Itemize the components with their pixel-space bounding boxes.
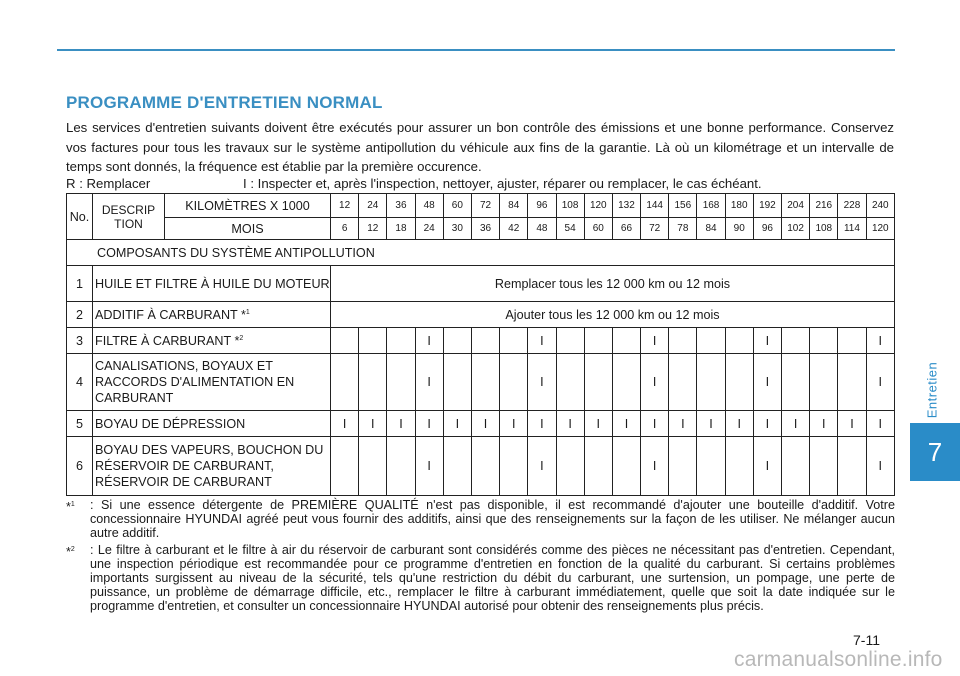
km-cell: 36 bbox=[387, 194, 415, 218]
row-description bbox=[93, 411, 331, 437]
km-cell: 120 bbox=[584, 194, 612, 218]
schedule-mark bbox=[782, 437, 810, 496]
no-header: No. bbox=[67, 194, 93, 240]
page-number: 7-11 bbox=[853, 632, 880, 648]
schedule-mark: I bbox=[584, 411, 612, 437]
schedule-mark bbox=[612, 328, 640, 354]
schedule-mark bbox=[443, 437, 471, 496]
schedule-mark: I bbox=[641, 354, 669, 411]
schedule-mark bbox=[725, 437, 753, 496]
schedule-mark: I bbox=[810, 411, 838, 437]
schedule-mark bbox=[500, 437, 528, 496]
footnote-marker: *$^2$ bbox=[66, 544, 75, 559]
schedule-mark bbox=[331, 328, 359, 354]
row-description bbox=[93, 266, 331, 302]
km-cell: 240 bbox=[866, 194, 894, 218]
schedule-mark bbox=[556, 354, 584, 411]
footnote bbox=[66, 498, 895, 541]
schedule-mark bbox=[359, 354, 387, 411]
top-rule bbox=[57, 49, 895, 51]
schedule-mark bbox=[782, 328, 810, 354]
row-description-text: FILTRE À CARBURANT * bbox=[95, 334, 240, 349]
schedule-mark bbox=[810, 354, 838, 411]
footnote-ref: 2 bbox=[239, 335, 244, 343]
row-number: 5 bbox=[67, 411, 93, 437]
month-cell: 6 bbox=[331, 218, 359, 240]
km-cell: 156 bbox=[669, 194, 697, 218]
month-cell: 102 bbox=[782, 218, 810, 240]
schedule-mark: I bbox=[443, 411, 471, 437]
schedule-mark: I bbox=[866, 411, 894, 437]
row-description-text: HUILE ET FILTRE À HUILE DU MOTEUR bbox=[95, 276, 330, 291]
footnote-text: : Le filtre à carburant et le filtre à air du réservoir de carburant sont considérés comme des pièces ne nécessitant pas d'entretien. Cependant, une inspection périodique est recommandée pour ce programme d'entretien en fonction de la qualité du carburant. Si certains problèmes importants surgissent au niveau de la sécurité, tels qu'une restriction du débit du carburant, une surtension, un pompage, une perte de puissance, un problème de démarrage difficile, etc., remplacer le filtre à carburant immédiatement, quelle que soit la date indiquée sur le programme d'entretien, et consulter un concessionnaire HYUNDAI autorisé pour obtenir des renseignements plus précis. bbox=[90, 542, 895, 614]
schedule-mark bbox=[697, 437, 725, 496]
section-row bbox=[67, 240, 895, 266]
km-cell: 228 bbox=[838, 194, 866, 218]
intro-paragraph: Les services d'entretien suivants doivent être exécutés pour assurer un bon contrôle des émissions et une bonne performance. Conservez vos factures pour tous les travaux sur le système antipollution du véhicule aux fins de la garantie. Là où un kilométrage et un intervalle de temps sont donnés, la fréquence est établie par la première occurence. bbox=[66, 120, 894, 175]
schedule-mark: I bbox=[612, 411, 640, 437]
schedule-mark bbox=[471, 328, 499, 354]
row-description bbox=[93, 437, 331, 496]
chapter-tab[interactable]: 7 bbox=[910, 423, 960, 481]
schedule-mark bbox=[697, 328, 725, 354]
schedule-mark bbox=[359, 437, 387, 496]
schedule-mark bbox=[359, 328, 387, 354]
table-row bbox=[67, 437, 895, 496]
schedule-mark bbox=[331, 437, 359, 496]
schedule-mark: I bbox=[528, 328, 556, 354]
schedule-mark bbox=[387, 354, 415, 411]
schedule-mark bbox=[556, 437, 584, 496]
month-cell: 120 bbox=[866, 218, 894, 240]
row-number: 6 bbox=[67, 437, 93, 496]
footnote-ref: 1 bbox=[245, 309, 250, 317]
footnote bbox=[66, 543, 895, 614]
month-cell: 24 bbox=[415, 218, 443, 240]
schedule-mark bbox=[331, 354, 359, 411]
schedule-mark bbox=[838, 437, 866, 496]
km-cell: 180 bbox=[725, 194, 753, 218]
schedule-mark: I bbox=[641, 411, 669, 437]
schedule-mark bbox=[556, 328, 584, 354]
month-cell: 84 bbox=[697, 218, 725, 240]
schedule-mark: I bbox=[331, 411, 359, 437]
row-description bbox=[93, 328, 331, 354]
row-description-text: BOYAU DE DÉPRESSION bbox=[95, 416, 246, 431]
table-row bbox=[67, 354, 895, 411]
schedule-mark: I bbox=[753, 328, 781, 354]
km-cell: 24 bbox=[359, 194, 387, 218]
schedule-mark: I bbox=[866, 354, 894, 411]
schedule-mark: I bbox=[359, 411, 387, 437]
schedule-mark bbox=[669, 354, 697, 411]
km-cell: 96 bbox=[528, 194, 556, 218]
schedule-mark bbox=[612, 354, 640, 411]
month-cell: 90 bbox=[725, 218, 753, 240]
month-cell: 66 bbox=[612, 218, 640, 240]
schedule-mark: I bbox=[782, 411, 810, 437]
schedule-mark bbox=[387, 328, 415, 354]
row-interval-text: Remplacer tous les 12 000 km ou 12 mois bbox=[331, 266, 895, 302]
month-cell: 78 bbox=[669, 218, 697, 240]
month-cell: 42 bbox=[500, 218, 528, 240]
legend bbox=[66, 176, 894, 191]
schedule-mark bbox=[584, 437, 612, 496]
schedule-mark: I bbox=[641, 437, 669, 496]
schedule-mark: I bbox=[697, 411, 725, 437]
km-cell: 12 bbox=[331, 194, 359, 218]
schedule-mark bbox=[838, 328, 866, 354]
schedule-mark: I bbox=[556, 411, 584, 437]
schedule-mark bbox=[810, 328, 838, 354]
schedule-mark: I bbox=[725, 411, 753, 437]
row-number: 3 bbox=[67, 328, 93, 354]
km-cell: 72 bbox=[471, 194, 499, 218]
row-description-text: CANALISATIONS, BOYAUX ET RACCORDS D'ALIMENTATION EN CARBURANT bbox=[95, 359, 295, 405]
schedule-mark bbox=[500, 328, 528, 354]
schedule-mark: I bbox=[641, 328, 669, 354]
schedule-mark bbox=[584, 354, 612, 411]
schedule-mark: I bbox=[866, 437, 894, 496]
schedule-mark bbox=[471, 354, 499, 411]
km-cell: 204 bbox=[782, 194, 810, 218]
watermark: carmanualsonline.info bbox=[734, 648, 943, 671]
description-header: DESCRIP TION bbox=[93, 194, 165, 240]
month-cell: 30 bbox=[443, 218, 471, 240]
schedule-mark: I bbox=[838, 411, 866, 437]
schedule-mark bbox=[782, 354, 810, 411]
km-cell: 216 bbox=[810, 194, 838, 218]
chapter-label: Entretien bbox=[924, 361, 940, 419]
km-header: KILOMÈTRES X 1000 bbox=[165, 194, 331, 218]
table-row bbox=[67, 411, 895, 437]
km-cell: 192 bbox=[753, 194, 781, 218]
schedule-mark: I bbox=[753, 437, 781, 496]
schedule-mark: I bbox=[415, 437, 443, 496]
schedule-mark: I bbox=[415, 354, 443, 411]
month-cell: 114 bbox=[838, 218, 866, 240]
row-description bbox=[93, 354, 331, 411]
schedule-mark: I bbox=[669, 411, 697, 437]
footnote-marker: *$^1$ bbox=[66, 500, 75, 515]
month-cell: 60 bbox=[584, 218, 612, 240]
schedule-mark bbox=[443, 328, 471, 354]
page-title: PROGRAMME D'ENTRETIEN NORMAL bbox=[66, 93, 383, 112]
month-cell: 18 bbox=[387, 218, 415, 240]
row-description-text: BOYAU DES VAPEURS, BOUCHON DU RÉSERVOIR DE CARBURANT, RÉSERVOIR DE CARBURANT bbox=[95, 443, 324, 489]
legend-inspect: I : Inspecter et, après l'inspection, nettoyer, ajuster, réparer ou remplacer, le cas échéant. bbox=[243, 176, 762, 191]
schedule-mark: I bbox=[387, 411, 415, 437]
km-cell: 132 bbox=[612, 194, 640, 218]
km-cell: 60 bbox=[443, 194, 471, 218]
section-title: COMPOSANTS DU SYSTÈME ANTIPOLLUTION bbox=[67, 240, 895, 266]
schedule-mark bbox=[584, 328, 612, 354]
schedule-mark: I bbox=[471, 411, 499, 437]
schedule-mark bbox=[669, 437, 697, 496]
month-header: MOIS bbox=[165, 218, 331, 240]
schedule-mark bbox=[387, 437, 415, 496]
schedule-mark: I bbox=[528, 354, 556, 411]
km-cell: 168 bbox=[697, 194, 725, 218]
schedule-mark: I bbox=[415, 411, 443, 437]
schedule-mark bbox=[725, 354, 753, 411]
schedule-mark bbox=[612, 437, 640, 496]
month-header-row bbox=[67, 218, 895, 240]
schedule-mark bbox=[725, 328, 753, 354]
schedule-mark bbox=[838, 354, 866, 411]
row-description-text: ADDITIF À CARBURANT * bbox=[95, 308, 246, 323]
schedule-mark bbox=[697, 354, 725, 411]
schedule-mark bbox=[669, 328, 697, 354]
month-cell: 48 bbox=[528, 218, 556, 240]
month-cell: 72 bbox=[641, 218, 669, 240]
row-description bbox=[93, 302, 331, 328]
month-cell: 108 bbox=[810, 218, 838, 240]
month-cell: 54 bbox=[556, 218, 584, 240]
schedule-mark bbox=[443, 354, 471, 411]
schedule-mark: I bbox=[415, 328, 443, 354]
row-interval-text: Ajouter tous les 12 000 km ou 12 mois bbox=[331, 302, 895, 328]
km-cell: 48 bbox=[415, 194, 443, 218]
schedule-mark bbox=[500, 354, 528, 411]
table-row bbox=[67, 302, 895, 328]
row-number: 1 bbox=[67, 266, 93, 302]
month-cell: 12 bbox=[359, 218, 387, 240]
km-cell: 84 bbox=[500, 194, 528, 218]
footnotes bbox=[66, 498, 895, 616]
km-cell: 108 bbox=[556, 194, 584, 218]
schedule-mark: I bbox=[500, 411, 528, 437]
km-header-row bbox=[67, 194, 895, 218]
legend-replace: R : Remplacer bbox=[66, 176, 151, 191]
schedule-mark bbox=[471, 437, 499, 496]
schedule-mark: I bbox=[528, 411, 556, 437]
row-number: 2 bbox=[67, 302, 93, 328]
schedule-mark: I bbox=[753, 354, 781, 411]
row-number: 4 bbox=[67, 354, 93, 411]
schedule-mark: I bbox=[753, 411, 781, 437]
month-cell: 36 bbox=[471, 218, 499, 240]
month-cell: 96 bbox=[753, 218, 781, 240]
km-cell: 144 bbox=[641, 194, 669, 218]
table-row bbox=[67, 266, 895, 302]
schedule-mark bbox=[810, 437, 838, 496]
schedule-mark: I bbox=[528, 437, 556, 496]
table-row bbox=[67, 328, 895, 354]
schedule-mark: I bbox=[866, 328, 894, 354]
maintenance-table bbox=[66, 193, 895, 496]
footnote-text: : Si une essence détergente de PREMIÈRE QUALITÉ n'est pas disponible, il est recommandé d'ajouter une bouteille d'additif. Votre concessionnaire HYUNDAI agréé peut vous fournir des additifs, ainsi que des renseignements sur la façon de les utiliser. Ne mélanger aucun autre additif. bbox=[90, 498, 895, 541]
